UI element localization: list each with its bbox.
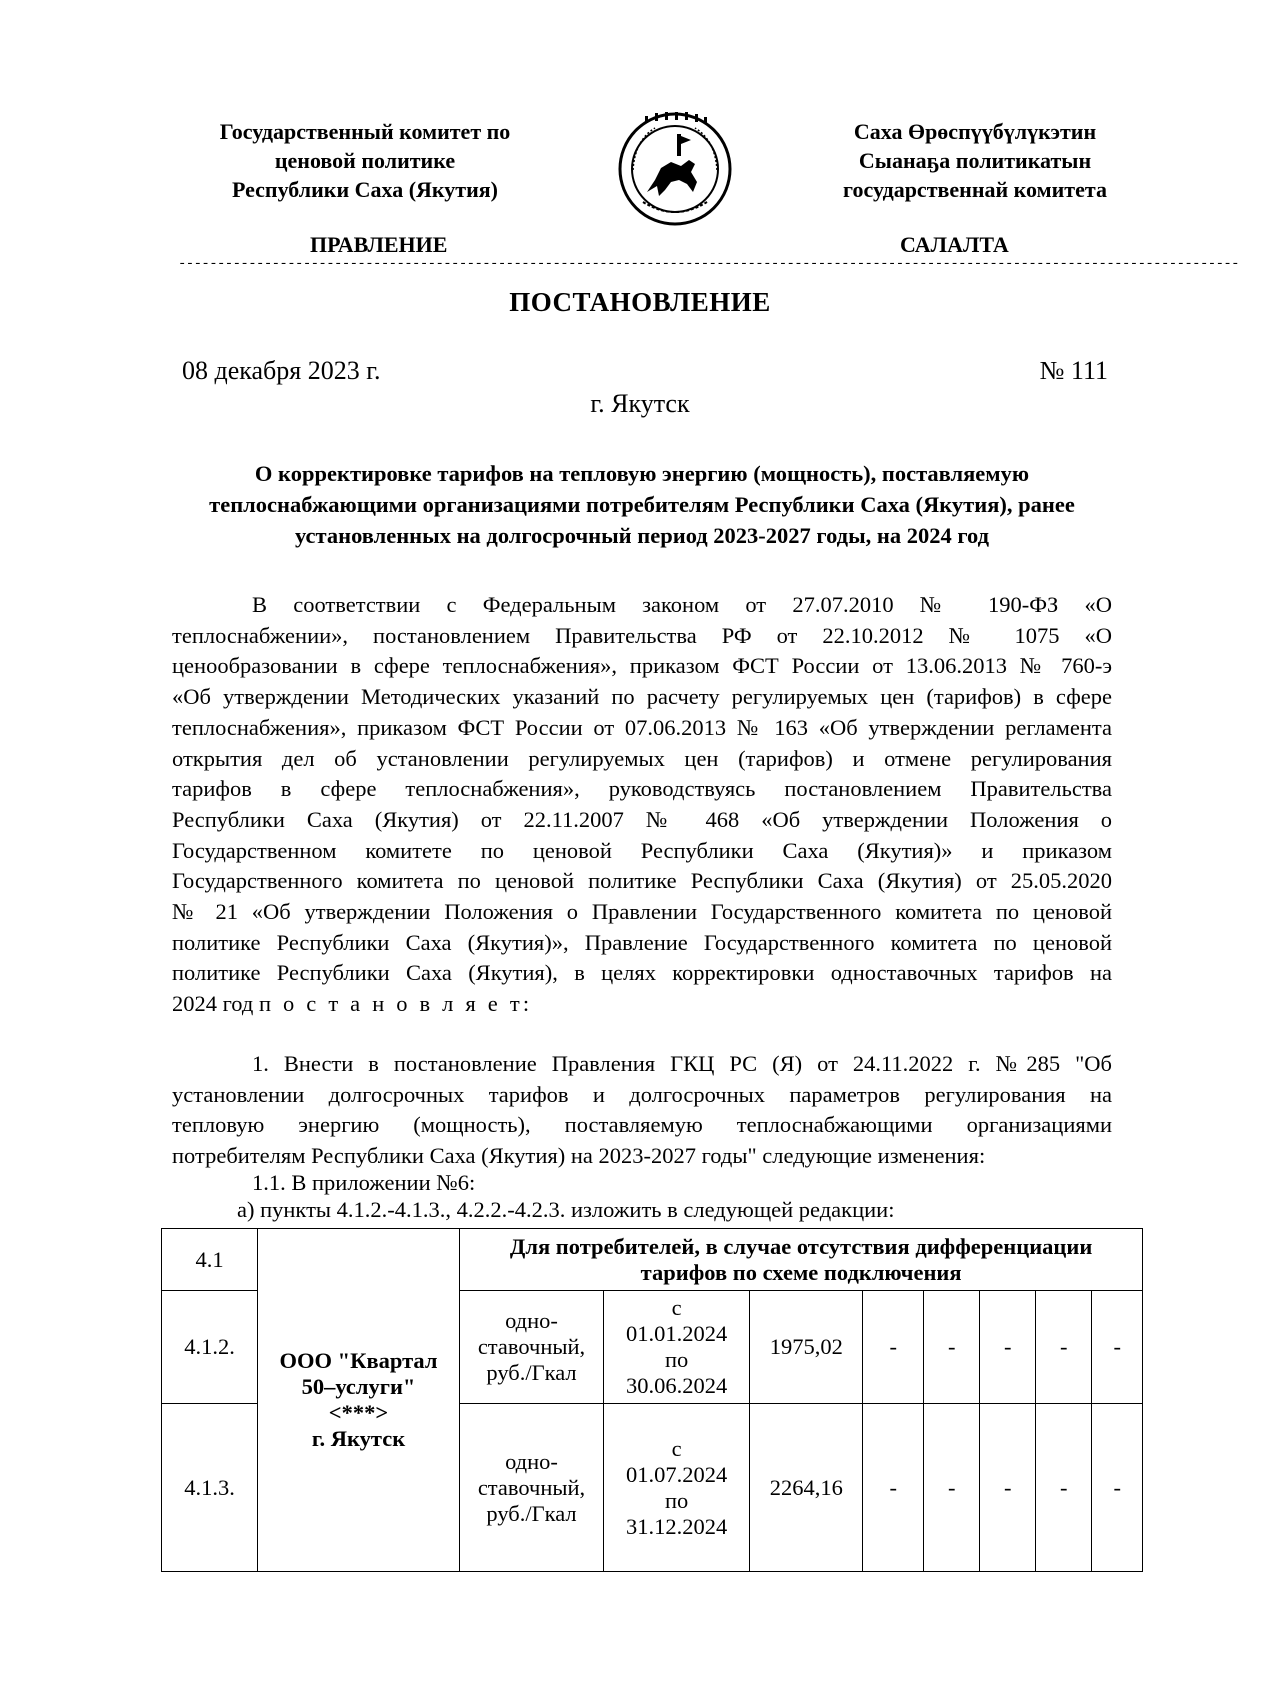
dash-cell: - [1092, 1404, 1143, 1572]
issuer-name-ru [195, 117, 535, 204]
decree-word: п о с т а н о в л я е т: [258, 991, 533, 1017]
text-line: Республики Саха (Якутия) от 22.11.2007 № 468 «Об утверждении Положения о [172, 806, 1112, 832]
organization-cell [258, 1229, 460, 1572]
dash-cell: - [863, 1291, 924, 1404]
document-city: г. Якутск [590, 389, 690, 418]
dash-cell: - [1092, 1291, 1143, 1404]
issuer-line: Саха Өрөспүүбүлүкэтин [853, 119, 1097, 144]
period-cell: с 01.01.2024 по 30.06.2024 [604, 1291, 750, 1404]
item-1-1: 1.1. В приложении №6: [252, 1170, 476, 1195]
item-1-paragraph [172, 1049, 1112, 1172]
tariff-type-cell: одно-ставочный, руб./Гкал [460, 1291, 604, 1404]
board-label-sakha: САЛАЛТА [900, 232, 1009, 257]
issuer-line: Государственный комитет по [219, 119, 511, 144]
document-subject: О корректировке тарифов на тепловую энергию (мощность), поставляемую теплоснабжающими организациями потребителям Республики Саха (Якутия), ранее установленных на долгосрочный период 2023-2027 годы, на 2024 год [209, 461, 1075, 548]
text-line: № 21 «Об утверждении Положения о Правлении Государственного комитета по ценовой [172, 899, 1112, 925]
org-name: ООО "Квартал 50–услуги" [279, 1348, 438, 1399]
dash-cell: - [863, 1404, 924, 1572]
tariff-table [161, 1228, 1143, 1572]
issuer-line: государственнай комитета [843, 177, 1107, 202]
item-a: а) пункты 4.1.2.-4.1.3., 4.2.2.-4.2.3. изложить в следующей редакции: [237, 1197, 895, 1222]
board-label-ru: ПРАВЛЕНИЕ [310, 232, 448, 257]
document-date: 08 декабря 2023 г. [182, 356, 381, 385]
dash-cell: - [1036, 1404, 1092, 1572]
text-line: Государственного комитета по ценовой политике Республики Саха (Якутия) от 25.05.2020 [172, 868, 1112, 894]
row-code-cell: 4.1.3. [162, 1404, 258, 1572]
dash-cell: - [1036, 1291, 1092, 1404]
document-number: № 111 [1039, 356, 1108, 385]
row-code-cell: 4.1.2. [162, 1291, 258, 1404]
dash-cell: - [924, 1291, 980, 1404]
group-header-cell: Для потребителей, в случае отсутствия дифференциации тарифов по схеме подключения [460, 1229, 1143, 1291]
issuer-line: ценовой политике [274, 148, 456, 173]
text-line: политике Республики Саха (Якутия)», Правление Государственного комитета по ценовой [172, 929, 1112, 955]
dash-cell: - [980, 1404, 1036, 1572]
dash-cell: - [924, 1404, 980, 1572]
text-line: тепловую энергию (мощность), поставляемую теплоснабжающими организациями [172, 1112, 1112, 1138]
document-title: ПОСТАНОВЛЕНИЕ [509, 287, 771, 317]
text-line: 1. Внести в постановление Правления ГКЦ РС (Я) от 24.11.2022 г. №285 "Об [252, 1051, 1112, 1076]
issuer-line: Республики Саха (Якутия) [231, 177, 499, 202]
org-mark: <***> [328, 1400, 389, 1425]
period-cell: с 01.07.2024 по 31.12.2024 [604, 1404, 750, 1572]
issuer-name-sakha [795, 117, 1155, 204]
org-city: г. Якутск [311, 1426, 406, 1451]
text-line: политике Республики Саха (Якутия), в целях корректировки одноставочных тарифов на [172, 960, 1112, 986]
text-line: тарифов в сфере теплоснабжения», руководствуясь постановлением Правительства [172, 776, 1112, 802]
text-line: «Об утверждении Методических указаний по расчету регулируемых цен (тарифов) в сфере [172, 684, 1112, 710]
issuer-line: Сыанаҕа политикатын [858, 148, 1092, 173]
text-line: ценообразовании в сфере теплоснабжения», приказом ФСТ России от 13.06.2013 № 760-э [172, 653, 1112, 679]
preamble-paragraph [172, 590, 1112, 1020]
tariff-value-cell: 2264,16 [750, 1404, 863, 1572]
text-line: теплоснабжения», приказом ФСТ России от 07.06.2013 № 163 «Об утверждении регламента [172, 714, 1112, 740]
dash-cell: - [980, 1291, 1036, 1404]
tariff-type-cell: одно-ставочный, руб./Гкал [460, 1404, 604, 1572]
header-separator: ---------------------------------------------------------------------------------------------------------------------------------------- [178, 256, 1239, 272]
group-code-cell: 4.1 [162, 1229, 258, 1291]
text-line: потребителям Республики Саха (Якутия) на 2023-2027 годы" следующие изменения: [172, 1143, 986, 1169]
table-group-row [162, 1229, 1143, 1291]
text-line [172, 989, 1112, 1020]
text-line: Государственном комитете по ценовой Республики Саха (Якутия)» и приказом [172, 837, 1112, 863]
text-line: установлении долгосрочных тарифов и долгосрочных параметров регулирования на [172, 1081, 1112, 1107]
text-line: открытия дел об установлении регулируемых цен (тарифов) и отмене регулирования [172, 745, 1112, 771]
year-text: 2024 год [172, 991, 254, 1017]
text-line: теплоснабжении», постановлением Правительства РФ от 22.10.2012 № 1075 «О [172, 622, 1112, 648]
text-line: В соответствии с Федеральным законом от 27.07.2010 № 190-ФЗ «О [252, 592, 1112, 617]
tariff-value-cell: 1975,02 [750, 1291, 863, 1404]
coat-of-arms-emblem [615, 110, 735, 228]
